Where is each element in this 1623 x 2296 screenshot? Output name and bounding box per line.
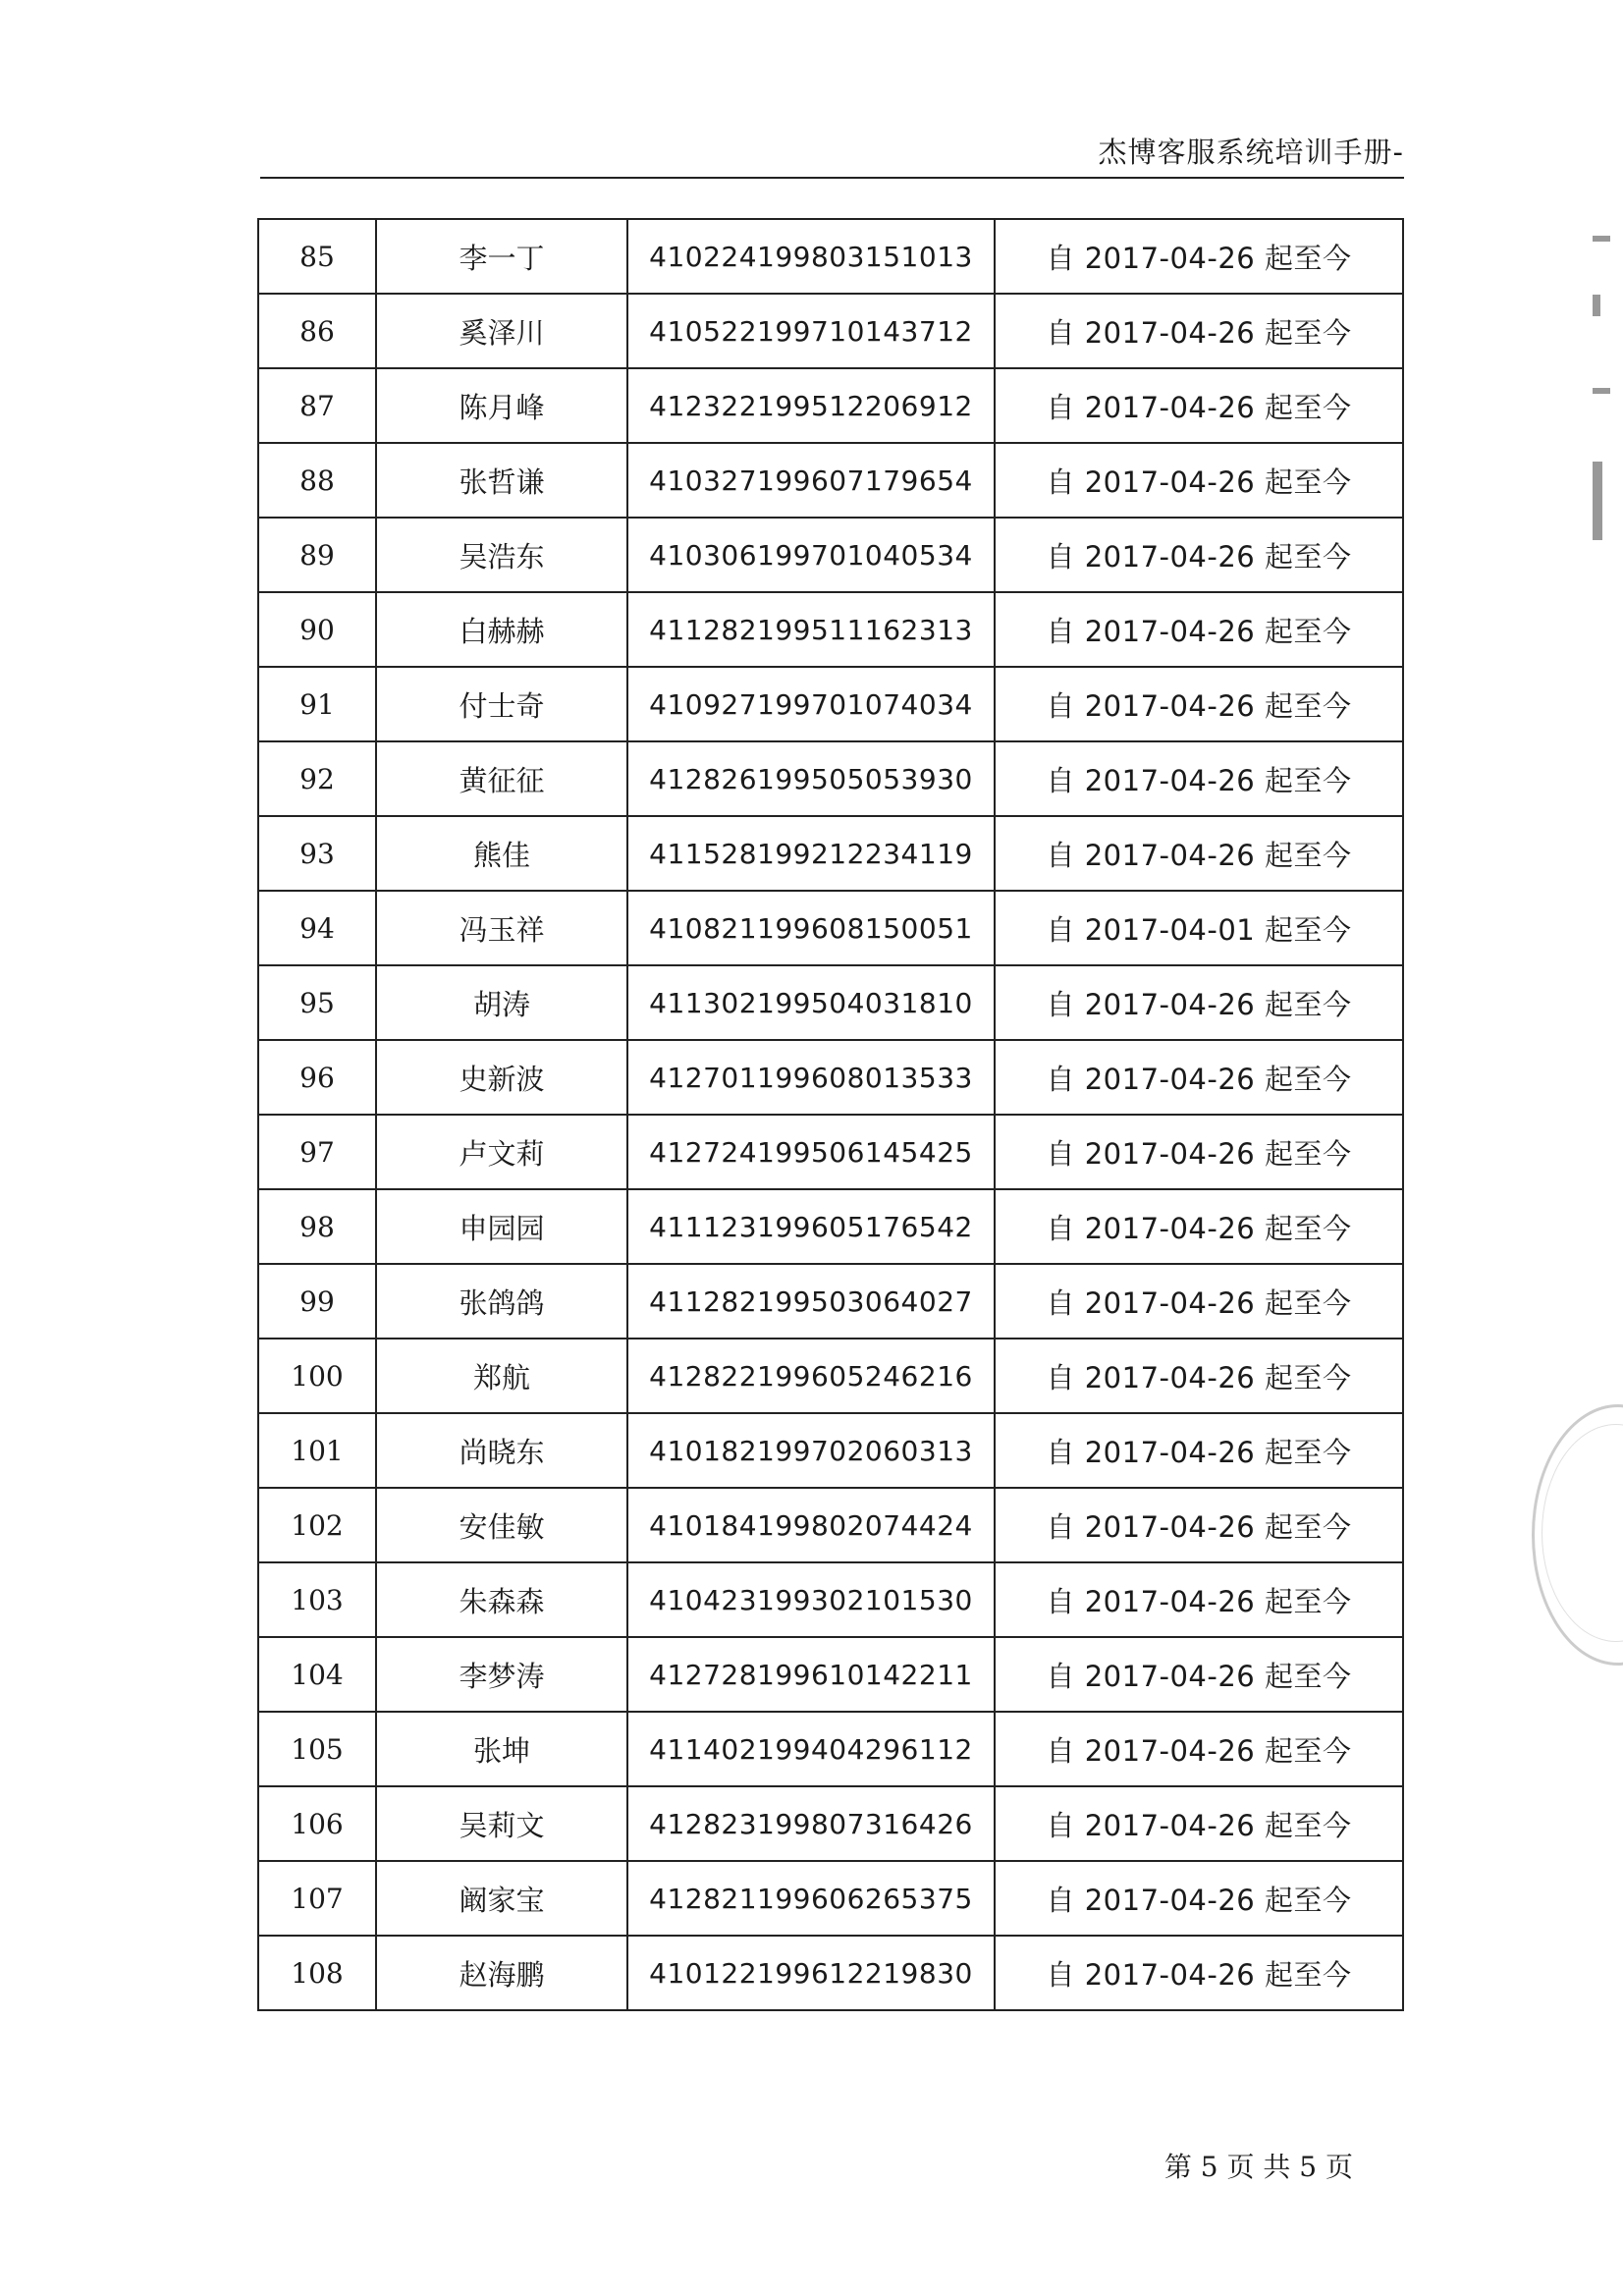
period-cell: 自 2017-04-01 起至今 xyxy=(995,891,1403,965)
table-row xyxy=(258,965,1403,1040)
period-cell: 自 2017-04-26 起至今 xyxy=(995,1861,1403,1936)
name-cell: 张哲谦 xyxy=(376,443,627,518)
table-row xyxy=(258,518,1403,592)
id-number-cell: 410522199710143712 xyxy=(627,294,995,368)
id-number-cell: 410184199802074424 xyxy=(627,1488,995,1562)
name-cell: 付士奇 xyxy=(376,667,627,741)
edge-scan-mark xyxy=(1593,388,1610,394)
row-number-cell: 97 xyxy=(258,1115,376,1189)
name-cell: 朱森森 xyxy=(376,1562,627,1637)
table-row xyxy=(258,368,1403,443)
roster-table xyxy=(257,218,1404,2011)
id-number-cell: 411123199605176542 xyxy=(627,1189,995,1264)
row-number-cell: 90 xyxy=(258,592,376,667)
table-row xyxy=(258,1413,1403,1488)
id-number-cell: 412322199512206912 xyxy=(627,368,995,443)
name-cell: 阚家宝 xyxy=(376,1861,627,1936)
period-cell: 自 2017-04-26 起至今 xyxy=(995,1264,1403,1339)
name-cell: 冯玉祥 xyxy=(376,891,627,965)
period-cell: 自 2017-04-26 起至今 xyxy=(995,965,1403,1040)
period-cell: 自 2017-04-26 起至今 xyxy=(995,741,1403,816)
table-row xyxy=(258,741,1403,816)
period-cell: 自 2017-04-26 起至今 xyxy=(995,1936,1403,2010)
id-number-cell: 412822199605246216 xyxy=(627,1339,995,1413)
row-number-cell: 108 xyxy=(258,1936,376,2010)
id-number-cell: 412823199807316426 xyxy=(627,1786,995,1861)
name-cell: 张鸽鸽 xyxy=(376,1264,627,1339)
period-cell: 自 2017-04-26 起至今 xyxy=(995,816,1403,891)
period-cell: 自 2017-04-26 起至今 xyxy=(995,443,1403,518)
page-header xyxy=(260,137,1404,179)
table-row xyxy=(258,294,1403,368)
row-number-cell: 96 xyxy=(258,1040,376,1115)
id-number-cell: 411302199504031810 xyxy=(627,965,995,1040)
id-number-cell: 411528199212234119 xyxy=(627,816,995,891)
period-cell: 自 2017-04-26 起至今 xyxy=(995,1115,1403,1189)
name-cell: 陈月峰 xyxy=(376,368,627,443)
name-cell: 李梦涛 xyxy=(376,1637,627,1712)
id-number-cell: 412821199606265375 xyxy=(627,1861,995,1936)
period-cell: 自 2017-04-26 起至今 xyxy=(995,368,1403,443)
period-cell: 自 2017-04-26 起至今 xyxy=(995,1786,1403,1861)
id-number-cell: 410306199701040534 xyxy=(627,518,995,592)
name-cell: 熊佳 xyxy=(376,816,627,891)
period-cell: 自 2017-04-26 起至今 xyxy=(995,1040,1403,1115)
name-cell: 胡涛 xyxy=(376,965,627,1040)
id-number-cell: 412826199505053930 xyxy=(627,741,995,816)
id-number-cell: 410927199701074034 xyxy=(627,667,995,741)
name-cell: 李一丁 xyxy=(376,219,627,294)
table-row xyxy=(258,1861,1403,1936)
table-row xyxy=(258,1040,1403,1115)
row-number-cell: 104 xyxy=(258,1637,376,1712)
table-row xyxy=(258,443,1403,518)
table-row xyxy=(258,1786,1403,1861)
table-row xyxy=(258,667,1403,741)
table-row xyxy=(258,1712,1403,1786)
period-cell: 自 2017-04-26 起至今 xyxy=(995,294,1403,368)
page-footer xyxy=(0,2146,1353,2185)
row-number-cell: 87 xyxy=(258,368,376,443)
name-cell: 黄征征 xyxy=(376,741,627,816)
id-number-cell: 412728199610142211 xyxy=(627,1637,995,1712)
row-number-cell: 99 xyxy=(258,1264,376,1339)
id-number-cell: 412701199608013533 xyxy=(627,1040,995,1115)
period-cell: 自 2017-04-26 起至今 xyxy=(995,1712,1403,1786)
period-cell: 自 2017-04-26 起至今 xyxy=(995,667,1403,741)
row-number-cell: 107 xyxy=(258,1861,376,1936)
id-number-cell: 410821199608150051 xyxy=(627,891,995,965)
id-number-cell: 411282199503064027 xyxy=(627,1264,995,1339)
id-number-cell: 411282199511162313 xyxy=(627,592,995,667)
row-number-cell: 92 xyxy=(258,741,376,816)
name-cell: 申园园 xyxy=(376,1189,627,1264)
edge-scan-mark xyxy=(1593,462,1602,540)
table-row xyxy=(258,816,1403,891)
name-cell: 吴浩东 xyxy=(376,518,627,592)
name-cell: 赵海鹏 xyxy=(376,1936,627,2010)
table-row xyxy=(258,1189,1403,1264)
row-number-cell: 89 xyxy=(258,518,376,592)
table-row xyxy=(258,1339,1403,1413)
period-cell: 自 2017-04-26 起至今 xyxy=(995,1562,1403,1637)
period-cell: 自 2017-04-26 起至今 xyxy=(995,1189,1403,1264)
table-row xyxy=(258,1562,1403,1637)
table-row xyxy=(258,219,1403,294)
row-number-cell: 101 xyxy=(258,1413,376,1488)
id-number-cell: 412724199506145425 xyxy=(627,1115,995,1189)
period-cell: 自 2017-04-26 起至今 xyxy=(995,1488,1403,1562)
id-number-cell: 410224199803151013 xyxy=(627,219,995,294)
row-number-cell: 106 xyxy=(258,1786,376,1861)
table-row xyxy=(258,592,1403,667)
row-number-cell: 95 xyxy=(258,965,376,1040)
row-number-cell: 91 xyxy=(258,667,376,741)
row-number-cell: 102 xyxy=(258,1488,376,1562)
row-number-cell: 93 xyxy=(258,816,376,891)
period-cell: 自 2017-04-26 起至今 xyxy=(995,518,1403,592)
pagination-text: 第 5 页 共 5 页 xyxy=(1163,2151,1353,2183)
period-cell: 自 2017-04-26 起至今 xyxy=(995,1413,1403,1488)
row-number-cell: 105 xyxy=(258,1712,376,1786)
name-cell: 白赫赫 xyxy=(376,592,627,667)
id-number-cell: 410423199302101530 xyxy=(627,1562,995,1637)
document-title: 杰博客服系统培训手册- xyxy=(1098,136,1404,169)
name-cell: 郑航 xyxy=(376,1339,627,1413)
name-cell: 尚晓东 xyxy=(376,1413,627,1488)
row-number-cell: 85 xyxy=(258,219,376,294)
table-row xyxy=(258,1936,1403,2010)
table-row xyxy=(258,1264,1403,1339)
row-number-cell: 88 xyxy=(258,443,376,518)
id-number-cell: 410182199702060313 xyxy=(627,1413,995,1488)
table-row xyxy=(258,891,1403,965)
period-cell: 自 2017-04-26 起至今 xyxy=(995,592,1403,667)
id-number-cell: 410122199612219830 xyxy=(627,1936,995,2010)
table-row xyxy=(258,1115,1403,1189)
row-number-cell: 86 xyxy=(258,294,376,368)
name-cell: 卢文莉 xyxy=(376,1115,627,1189)
period-cell: 自 2017-04-26 起至今 xyxy=(995,1339,1403,1413)
name-cell: 安佳敏 xyxy=(376,1488,627,1562)
row-number-cell: 100 xyxy=(258,1339,376,1413)
id-number-cell: 411402199404296112 xyxy=(627,1712,995,1786)
name-cell: 吴莉文 xyxy=(376,1786,627,1861)
name-cell: 张坤 xyxy=(376,1712,627,1786)
period-cell: 自 2017-04-26 起至今 xyxy=(995,1637,1403,1712)
period-cell: 自 2017-04-26 起至今 xyxy=(995,219,1403,294)
row-number-cell: 98 xyxy=(258,1189,376,1264)
edge-scan-mark xyxy=(1593,295,1600,316)
name-cell: 奚泽川 xyxy=(376,294,627,368)
id-number-cell: 410327199607179654 xyxy=(627,443,995,518)
roster-table-body xyxy=(258,219,1403,2010)
name-cell: 史新波 xyxy=(376,1040,627,1115)
table-row xyxy=(258,1637,1403,1712)
row-number-cell: 94 xyxy=(258,891,376,965)
table-row xyxy=(258,1488,1403,1562)
edge-scan-mark xyxy=(1593,236,1610,242)
row-number-cell: 103 xyxy=(258,1562,376,1637)
